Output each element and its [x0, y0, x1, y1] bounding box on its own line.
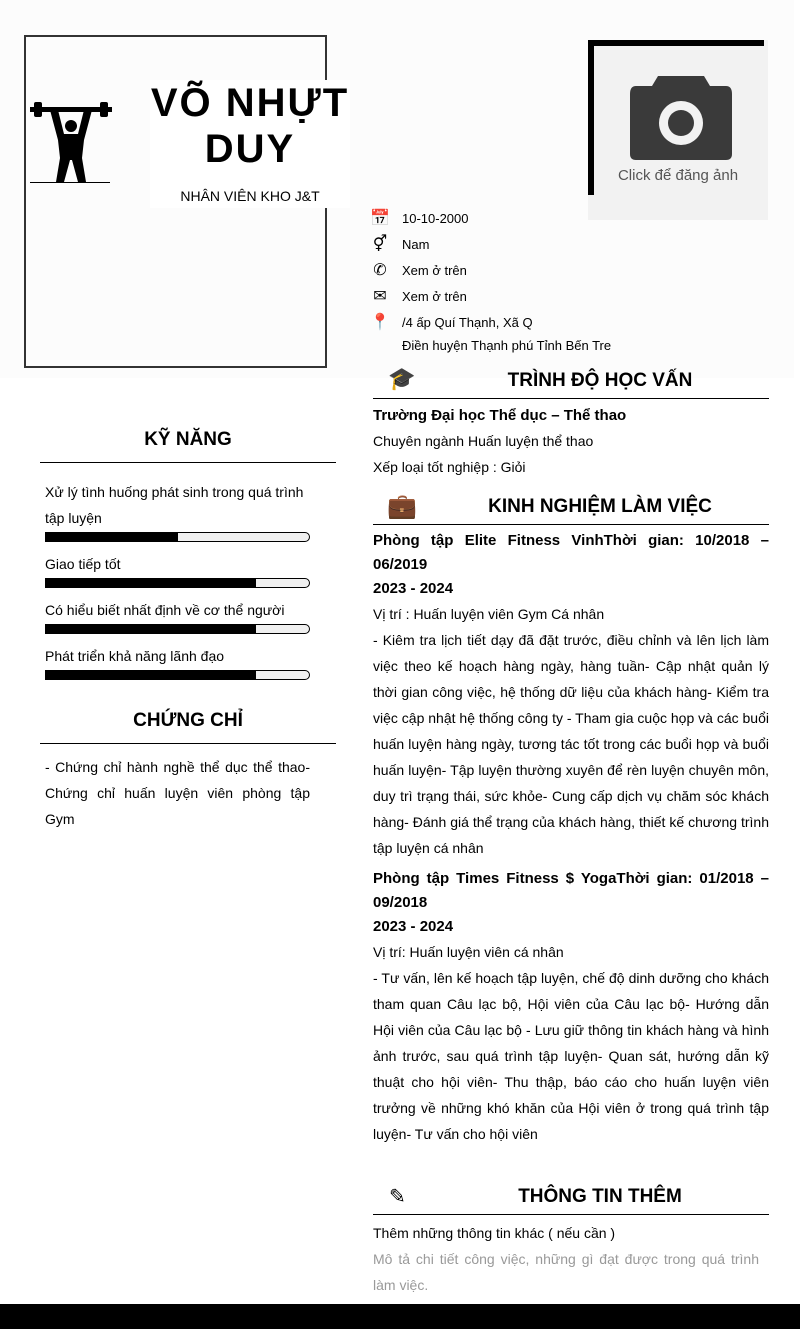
experience-title: KINH NGHIỆM LÀM VIỆC [488, 496, 712, 517]
skill-bar-fill [46, 579, 256, 587]
experience-list [373, 529, 769, 1147]
gender-row [370, 234, 429, 254]
name-block [150, 80, 350, 208]
camera-icon[interactable] [628, 70, 734, 162]
skill-bar-fill [46, 671, 256, 679]
full-name: VÕ NHỰT DUY [150, 81, 350, 171]
major: Chuyên ngành Huấn luyện thể thao [373, 433, 594, 449]
gender: Nam [402, 236, 430, 252]
certificates-title: CHỨNG CHỈ [133, 710, 243, 731]
divider [40, 462, 336, 463]
skill-label: Xử lý tình huống phát sinh trong quá trình tập luyện [45, 484, 304, 526]
briefcase-icon: 💼 [387, 493, 417, 520]
school-name: Trường Đại học Thể dục – Thể thao [373, 407, 627, 424]
certificates-text: - Chứng chỉ hành nghề thể dục thể thao- Chứng chỉ huấn luyện viên phòng tập Gym [45, 759, 310, 827]
skill-label: Giao tiếp tốt [45, 556, 121, 572]
divider [40, 743, 336, 744]
job-heading: Phòng tập Elite Fitness VinhThời gian: 10/2018 – 06/2019 [373, 532, 769, 573]
birthday-row [370, 208, 469, 228]
skill-label: Có hiểu biết nhất định về cơ thể người [45, 602, 285, 618]
phone-icon: ✆ [373, 262, 387, 279]
job-position: Vị trí : Huấn luyện viên Gym Cá nhân [373, 606, 605, 622]
extra-title: THÔNG TIN THÊM [518, 1186, 682, 1207]
grade: Xếp loại tốt nghiệp : Giỏi [373, 459, 526, 475]
extra-description-field[interactable]: Mô tả chi tiết công việc, những gì đạt được trong quá trình làm việc. [373, 1251, 759, 1293]
address-line2: Điền huyện Thạnh phú Tỉnh Bến Tre [402, 338, 612, 353]
edit-icon: ✎ [389, 1186, 406, 1208]
email-row [370, 286, 467, 306]
location-pin-icon: 📍 [370, 314, 390, 331]
extra-text: Thêm những thông tin khác ( nếu cần ) [373, 1225, 616, 1241]
skill-bar [45, 532, 310, 542]
weightlifter-icon [30, 98, 112, 184]
phone: Xem ở trên [402, 262, 467, 278]
job-description: - Tư vấn, lên kế hoạch tập luyện, chế độ dinh dưỡng cho khách tham quan Câu lạc bộ, Hội viên của Câu lạc bộ- Hướng dẫn Hội viên của Câu lạc bộ - Lưu giữ thông tin khách hàng và hình ảnh trước, sau quá trình tập luyện- Quan sát, hướng dẫn kỹ thuật cho hội viên- Thu thập, báo cáo cho huấn luyện viên trưởng về những khó khăn của Hội viên ở trong quá trình tập luyện- Tư vấn cho hội viên [373, 970, 769, 1142]
divider [373, 1214, 769, 1215]
divider [373, 398, 769, 399]
education-title: TRÌNH ĐỘ HỌC VẤN [507, 370, 693, 391]
graduation-cap-icon: 🎓 [388, 366, 416, 391]
frame-gap [26, 215, 176, 340]
address-line1: /4 ấp Quí Thạnh, Xã Q [402, 314, 533, 330]
job-description: - Kiêm tra lịch tiết dạy đã đặt trước, điều chỉnh và lên lịch làm việc theo kế hoạch hàng ngày, hàng tuần- Cập nhật quản lý thời gian công việc, hệ thống dữ liệu của khách hàng- Kiểm tra việc cập nhật hệ thống công ty - Tham gia cuộc họp và các buổi huấn luyện hàng ngày, tương tác tốt trong các buổi họp và buổi huấn luyện- Tập luyện thường xuyên để rèn luyện chuyên môn, duy trì trạng thái, sức khỏe- Cung cấp dịch vụ chăm sóc khách hàng- Đánh giá thể trạng của khách hàng, thiết kế chương trình tập luyện cá nhân [373, 632, 769, 856]
job-position: Vị trí: Huấn luyện viên cá nhân [373, 944, 564, 960]
job-period: 2023 - 2024 [373, 580, 454, 597]
envelope-icon: ✉ [373, 288, 387, 305]
skill-bar [45, 624, 310, 634]
footer-bar [0, 1304, 800, 1329]
skill-label: Phát triển khả năng lãnh đạo [45, 648, 225, 664]
photo-caption: Click để đăng ảnh [617, 167, 739, 184]
skill-bar-fill [46, 625, 256, 633]
calendar-icon: 📅 [370, 210, 390, 227]
job-heading: Phòng tập Times Fitness $ YogaThời gian: 01/2018 – 09/2018 [373, 870, 769, 911]
skill-bar [45, 578, 310, 588]
gender-icon: ⚥ [372, 236, 388, 253]
skills-title: KỸ NĂNG [144, 429, 232, 450]
skill-bar [45, 670, 310, 680]
phone-row [370, 260, 467, 280]
job-title: NHÂN VIÊN KHO J&T [150, 184, 350, 208]
job-period: 2023 - 2024 [373, 918, 454, 935]
birthday: 10-10-2000 [402, 210, 469, 226]
skill-bar-fill [46, 533, 178, 541]
email: Xem ở trên [402, 288, 467, 304]
divider [373, 524, 769, 525]
address-row [370, 312, 533, 332]
